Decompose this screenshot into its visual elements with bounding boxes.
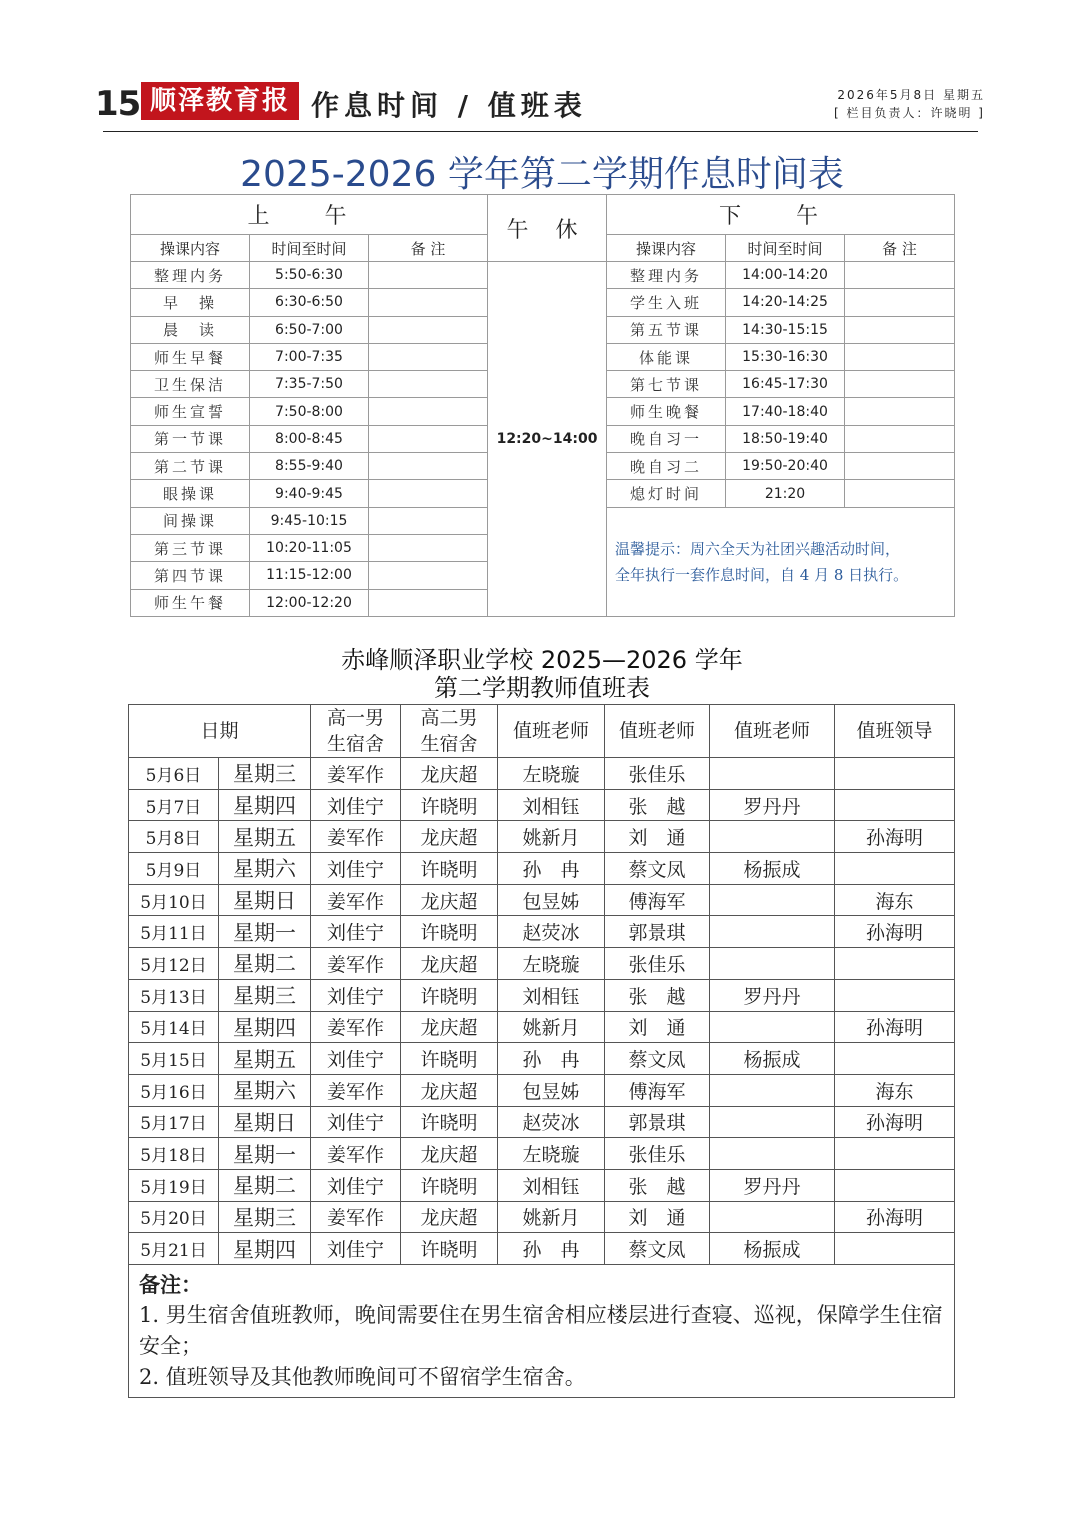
duty-teacher-3: 罗丹丹 xyxy=(710,789,835,821)
dorm2-teacher: 龙庆超 xyxy=(401,884,498,916)
afternoon-note xyxy=(845,289,955,316)
duty-teacher-3: 杨振成 xyxy=(710,1043,835,1075)
duty-teacher-2: 郭景琪 xyxy=(605,916,710,948)
morning-note xyxy=(369,480,488,507)
duty-date: 5月18日 xyxy=(129,1138,219,1170)
duty-teacher-2: 蔡文凤 xyxy=(605,1043,710,1075)
afternoon-note xyxy=(845,316,955,343)
duty-leader: 孙海明 xyxy=(835,1106,955,1138)
duty-row xyxy=(129,1106,955,1138)
morning-note xyxy=(369,262,488,289)
duty-weekday: 星期日 xyxy=(219,884,311,916)
col-note-morning: 备 注 xyxy=(369,235,488,262)
afternoon-note xyxy=(845,398,955,425)
duty-leader: 海东 xyxy=(835,884,955,916)
duty-teacher-2: 张佳乐 xyxy=(605,948,710,980)
morning-item: 师生宣誓 xyxy=(131,398,250,425)
morning-label: 上 午 xyxy=(131,195,488,235)
duty-leader xyxy=(835,758,955,790)
morning-note xyxy=(369,316,488,343)
dorm1-teacher: 刘佳宁 xyxy=(311,916,401,948)
dorm1-teacher: 刘佳宁 xyxy=(311,979,401,1011)
duty-teacher-1: 孙 冉 xyxy=(498,853,605,885)
duty-teacher-3 xyxy=(710,821,835,853)
duty-date: 5月6日 xyxy=(129,758,219,790)
dorm1-teacher: 刘佳宁 xyxy=(311,853,401,885)
afternoon-time: 14:00-14:20 xyxy=(726,262,845,289)
duty-teacher-1: 包昱姊 xyxy=(498,884,605,916)
afternoon-item: 学生入班 xyxy=(607,289,726,316)
morning-time: 8:00-8:45 xyxy=(250,425,369,452)
duty-weekday: 星期六 xyxy=(219,853,311,885)
dorm1-teacher: 刘佳宁 xyxy=(311,1169,401,1201)
morning-item: 间操课 xyxy=(131,507,250,534)
duty-teacher-2: 张佳乐 xyxy=(605,758,710,790)
morning-item: 第一节课 xyxy=(131,425,250,452)
dorm1-teacher: 刘佳宁 xyxy=(311,789,401,821)
morning-note xyxy=(369,289,488,316)
duty-teacher-3: 杨振成 xyxy=(710,853,835,885)
morning-note xyxy=(369,343,488,370)
afternoon-item: 体能课 xyxy=(607,343,726,370)
afternoon-item: 师生晚餐 xyxy=(607,398,726,425)
morning-time: 7:00-7:35 xyxy=(250,343,369,370)
col-leader: 值班领导 xyxy=(835,705,955,758)
noon-break-time: 12:20~14:00 xyxy=(488,262,607,617)
duty-teacher-2: 蔡文凤 xyxy=(605,853,710,885)
afternoon-note xyxy=(845,371,955,398)
dorm2-teacher: 许晓明 xyxy=(401,979,498,1011)
duty-teacher-3 xyxy=(710,948,835,980)
duty-weekday: 星期三 xyxy=(219,1201,311,1233)
duty-teacher-2: 刘 通 xyxy=(605,1011,710,1043)
col-time-afternoon: 时间至时间 xyxy=(726,235,845,262)
dorm2-teacher: 龙庆超 xyxy=(401,1201,498,1233)
duty-date: 5月10日 xyxy=(129,884,219,916)
duty-row xyxy=(129,789,955,821)
morning-item: 第四节课 xyxy=(131,562,250,589)
morning-note xyxy=(369,425,488,452)
duty-leader: 孙海明 xyxy=(835,1201,955,1233)
afternoon-item: 晚自习二 xyxy=(607,453,726,480)
duty-teacher-1: 包昱姊 xyxy=(498,1074,605,1106)
duty-leader: 孙海明 xyxy=(835,1011,955,1043)
duty-teacher-1: 孙 冉 xyxy=(498,1043,605,1075)
duty-date: 5月15日 xyxy=(129,1043,219,1075)
duty-weekday: 星期一 xyxy=(219,1138,311,1170)
duty-teacher-2: 刘 通 xyxy=(605,1201,710,1233)
duty-teacher-2: 蔡文凤 xyxy=(605,1233,710,1265)
duty-title xyxy=(130,646,954,702)
col-dorm1-line2: 生宿舍 xyxy=(327,733,385,755)
col-content-morning: 操课内容 xyxy=(131,235,250,262)
morning-time: 6:30-6:50 xyxy=(250,289,369,316)
dorm2-teacher: 龙庆超 xyxy=(401,1011,498,1043)
tip-line-2: 全年执行一套作息时间，自 4 月 8 日执行。 xyxy=(615,565,909,584)
dorm2-teacher: 许晓明 xyxy=(401,916,498,948)
duty-teacher-1: 左晓璇 xyxy=(498,1138,605,1170)
duty-weekday: 星期四 xyxy=(219,1233,311,1265)
col-dorm2-line2: 生宿舍 xyxy=(420,733,478,755)
duty-row xyxy=(129,821,955,853)
schedule-title: 2025-2026 学年第二学期作息时间表 xyxy=(240,154,844,195)
morning-item: 早 操 xyxy=(131,289,250,316)
duty-table xyxy=(128,704,955,1398)
duty-teacher-3: 罗丹丹 xyxy=(710,979,835,1011)
morning-item: 卫生保洁 xyxy=(131,371,250,398)
duty-teacher-3 xyxy=(710,884,835,916)
duty-weekday: 星期三 xyxy=(219,758,311,790)
afternoon-item: 第五节课 xyxy=(607,316,726,343)
duty-weekday: 星期二 xyxy=(219,1169,311,1201)
col-content-afternoon: 操课内容 xyxy=(607,235,726,262)
dorm1-teacher: 姜军作 xyxy=(311,1011,401,1043)
duty-weekday: 星期五 xyxy=(219,821,311,853)
notes-title: 备注： xyxy=(139,1272,202,1297)
duty-leader xyxy=(835,1169,955,1201)
morning-time: 7:35-7:50 xyxy=(250,371,369,398)
morning-time: 8:55-9:40 xyxy=(250,453,369,480)
duty-date: 5月19日 xyxy=(129,1169,219,1201)
afternoon-time: 14:30-15:15 xyxy=(726,316,845,343)
morning-note xyxy=(369,562,488,589)
notes-row xyxy=(129,1265,955,1398)
duty-weekday: 星期六 xyxy=(219,1074,311,1106)
schedule-table xyxy=(130,194,955,617)
col-dorm2 xyxy=(401,705,498,758)
duty-leader: 海东 xyxy=(835,1074,955,1106)
col-date: 日期 xyxy=(129,705,311,758)
duty-teacher-2: 张佳乐 xyxy=(605,1138,710,1170)
afternoon-item: 第七节课 xyxy=(607,371,726,398)
morning-time: 5:50-6:30 xyxy=(250,262,369,289)
duty-teacher-3 xyxy=(710,1074,835,1106)
col-dorm1 xyxy=(311,705,401,758)
dorm2-teacher: 龙庆超 xyxy=(401,821,498,853)
duty-teacher-1: 姚新月 xyxy=(498,1011,605,1043)
duty-teacher-2: 郭景琪 xyxy=(605,1106,710,1138)
afternoon-note xyxy=(845,453,955,480)
duty-row xyxy=(129,1043,955,1075)
duty-teacher-2: 傅海军 xyxy=(605,884,710,916)
duty-teacher-3 xyxy=(710,1011,835,1043)
morning-time: 9:45-10:15 xyxy=(250,507,369,534)
dorm1-teacher: 刘佳宁 xyxy=(311,1043,401,1075)
afternoon-note xyxy=(845,480,955,507)
morning-item: 晨 读 xyxy=(131,316,250,343)
afternoon-time: 14:20-14:25 xyxy=(726,289,845,316)
page-header xyxy=(95,80,985,130)
section-title: 作息时间 / 值班表 xyxy=(311,89,587,122)
duty-date: 5月13日 xyxy=(129,979,219,1011)
morning-time: 11:15-12:00 xyxy=(250,562,369,589)
dorm1-teacher: 姜军作 xyxy=(311,758,401,790)
duty-date: 5月8日 xyxy=(129,821,219,853)
morning-time: 12:00-12:20 xyxy=(250,589,369,616)
dorm2-teacher: 许晓明 xyxy=(401,1043,498,1075)
duty-leader: 孙海明 xyxy=(835,821,955,853)
afternoon-note xyxy=(845,262,955,289)
col-teacher-3: 值班老师 xyxy=(710,705,835,758)
afternoon-time: 16:45-17:30 xyxy=(726,371,845,398)
dorm1-teacher: 刘佳宁 xyxy=(311,1106,401,1138)
duty-title-line1: 赤峰顺泽职业学校 2025—2026 学年 xyxy=(341,646,743,674)
duty-teacher-2: 张 越 xyxy=(605,1169,710,1201)
dorm2-teacher: 许晓明 xyxy=(401,1233,498,1265)
duty-row xyxy=(129,1201,955,1233)
page-number: 15 xyxy=(95,84,141,124)
duty-weekday: 星期日 xyxy=(219,1106,311,1138)
duty-teacher-2: 傅海军 xyxy=(605,1074,710,1106)
duty-date: 5月20日 xyxy=(129,1201,219,1233)
duty-leader xyxy=(835,948,955,980)
dorm2-teacher: 许晓明 xyxy=(401,789,498,821)
col-time-morning: 时间至时间 xyxy=(250,235,369,262)
duty-teacher-1: 左晓璇 xyxy=(498,948,605,980)
afternoon-time: 15:30-16:30 xyxy=(726,343,845,370)
duty-teacher-1: 刘相钰 xyxy=(498,979,605,1011)
duty-row xyxy=(129,1233,955,1265)
dorm1-teacher: 刘佳宁 xyxy=(311,1233,401,1265)
issue-date: 2026年5月8日 星期五 xyxy=(837,88,985,102)
duty-weekday: 星期四 xyxy=(219,789,311,821)
dorm2-teacher: 龙庆超 xyxy=(401,1138,498,1170)
column-editor: [ 栏目负责人：许晓明 ] xyxy=(834,106,985,120)
noon-break-label: 午 休 xyxy=(488,195,607,262)
duty-weekday: 星期四 xyxy=(219,1011,311,1043)
dorm1-teacher: 姜军作 xyxy=(311,1201,401,1233)
duty-date: 5月12日 xyxy=(129,948,219,980)
morning-time: 9:40-9:45 xyxy=(250,480,369,507)
duty-row xyxy=(129,1011,955,1043)
duty-row xyxy=(129,884,955,916)
duty-row xyxy=(129,1169,955,1201)
afternoon-item: 晚自习一 xyxy=(607,425,726,452)
duty-date: 5月17日 xyxy=(129,1106,219,1138)
afternoon-item: 熄灯时间 xyxy=(607,480,726,507)
duty-weekday: 星期五 xyxy=(219,1043,311,1075)
morning-note xyxy=(369,398,488,425)
duty-row xyxy=(129,1138,955,1170)
duty-leader xyxy=(835,1043,955,1075)
dorm2-teacher: 龙庆超 xyxy=(401,1074,498,1106)
dorm2-teacher: 龙庆超 xyxy=(401,948,498,980)
duty-date: 5月9日 xyxy=(129,853,219,885)
duty-row xyxy=(129,853,955,885)
duty-teacher-3: 罗丹丹 xyxy=(710,1169,835,1201)
duty-teacher-3: 杨振成 xyxy=(710,1233,835,1265)
tip-line-1: 温馨提示：周六全天为社团兴趣活动时间， xyxy=(615,539,901,558)
morning-item: 师生午餐 xyxy=(131,589,250,616)
dorm1-teacher: 姜军作 xyxy=(311,1074,401,1106)
duty-row xyxy=(129,948,955,980)
duty-teacher-1: 刘相钰 xyxy=(498,789,605,821)
morning-item: 师生早餐 xyxy=(131,343,250,370)
duty-leader xyxy=(835,1138,955,1170)
morning-note xyxy=(369,453,488,480)
schedule-row xyxy=(131,262,955,289)
newspaper-logo: 顺泽教育报 xyxy=(141,82,299,120)
afternoon-time: 17:40-18:40 xyxy=(726,398,845,425)
duty-teacher-1: 孙 冉 xyxy=(498,1233,605,1265)
duty-teacher-2: 刘 通 xyxy=(605,821,710,853)
duty-teacher-2: 张 越 xyxy=(605,979,710,1011)
duty-teacher-2: 张 越 xyxy=(605,789,710,821)
duty-date: 5月21日 xyxy=(129,1233,219,1265)
duty-leader xyxy=(835,1233,955,1265)
duty-leader xyxy=(835,853,955,885)
morning-note xyxy=(369,507,488,534)
duty-leader xyxy=(835,789,955,821)
morning-item: 第二节课 xyxy=(131,453,250,480)
col-note-afternoon: 备 注 xyxy=(845,235,955,262)
note-item: 2. 值班领导及其他教师晚间可不留宿学生宿舍。 xyxy=(139,1365,586,1389)
afternoon-note xyxy=(845,425,955,452)
morning-time: 6:50-7:00 xyxy=(250,316,369,343)
duty-teacher-3 xyxy=(710,1138,835,1170)
afternoon-label: 下 午 xyxy=(607,195,955,235)
afternoon-time: 21:20 xyxy=(726,480,845,507)
duty-weekday: 星期一 xyxy=(219,916,311,948)
duty-title-line2: 第二学期教师值班表 xyxy=(434,674,650,702)
afternoon-time: 18:50-19:40 xyxy=(726,425,845,452)
duty-date: 5月11日 xyxy=(129,916,219,948)
morning-item: 眼操课 xyxy=(131,480,250,507)
duty-teacher-3 xyxy=(710,916,835,948)
duty-row xyxy=(129,916,955,948)
col-teacher-2: 值班老师 xyxy=(605,705,710,758)
dorm1-teacher: 姜军作 xyxy=(311,1138,401,1170)
duty-row xyxy=(129,1074,955,1106)
dorm1-teacher: 姜军作 xyxy=(311,948,401,980)
dorm2-teacher: 龙庆超 xyxy=(401,758,498,790)
morning-time: 7:50-8:00 xyxy=(250,398,369,425)
tip-note xyxy=(607,507,955,616)
duty-leader xyxy=(835,979,955,1011)
duty-weekday: 星期二 xyxy=(219,948,311,980)
morning-note xyxy=(369,589,488,616)
duty-date: 5月14日 xyxy=(129,1011,219,1043)
morning-item: 整理内务 xyxy=(131,262,250,289)
duty-row xyxy=(129,979,955,1011)
duty-teacher-3 xyxy=(710,1201,835,1233)
afternoon-note xyxy=(845,343,955,370)
dorm2-teacher: 许晓明 xyxy=(401,1106,498,1138)
morning-time: 10:20-11:05 xyxy=(250,534,369,561)
duty-teacher-1: 左晓璇 xyxy=(498,758,605,790)
dorm2-teacher: 许晓明 xyxy=(401,1169,498,1201)
duty-notes xyxy=(129,1265,955,1398)
afternoon-item: 整理内务 xyxy=(607,262,726,289)
duty-leader: 孙海明 xyxy=(835,916,955,948)
duty-row xyxy=(129,758,955,790)
duty-teacher-1: 姚新月 xyxy=(498,821,605,853)
duty-teacher-1: 刘相钰 xyxy=(498,1169,605,1201)
duty-teacher-1: 姚新月 xyxy=(498,1201,605,1233)
col-dorm1-line1: 高一男 xyxy=(327,707,385,729)
col-teacher-1: 值班老师 xyxy=(498,705,605,758)
duty-teacher-1: 赵荧冰 xyxy=(498,916,605,948)
afternoon-time: 19:50-20:40 xyxy=(726,453,845,480)
morning-note xyxy=(369,371,488,398)
duty-teacher-3 xyxy=(710,758,835,790)
duty-date: 5月7日 xyxy=(129,789,219,821)
dorm1-teacher: 姜军作 xyxy=(311,884,401,916)
dorm1-teacher: 姜军作 xyxy=(311,821,401,853)
duty-teacher-3 xyxy=(710,1106,835,1138)
note-item: 1. 男生宿舍值班教师，晚间需要住在男生宿舍相应楼层进行查寝、巡视，保障学生住宿安全； xyxy=(139,1303,943,1358)
dorm2-teacher: 许晓明 xyxy=(401,853,498,885)
morning-item: 第三节课 xyxy=(131,534,250,561)
duty-date: 5月16日 xyxy=(129,1074,219,1106)
header-divider xyxy=(103,131,978,132)
col-dorm2-line1: 高二男 xyxy=(420,707,478,729)
duty-weekday: 星期三 xyxy=(219,979,311,1011)
morning-note xyxy=(369,534,488,561)
duty-teacher-1: 赵荧冰 xyxy=(498,1106,605,1138)
